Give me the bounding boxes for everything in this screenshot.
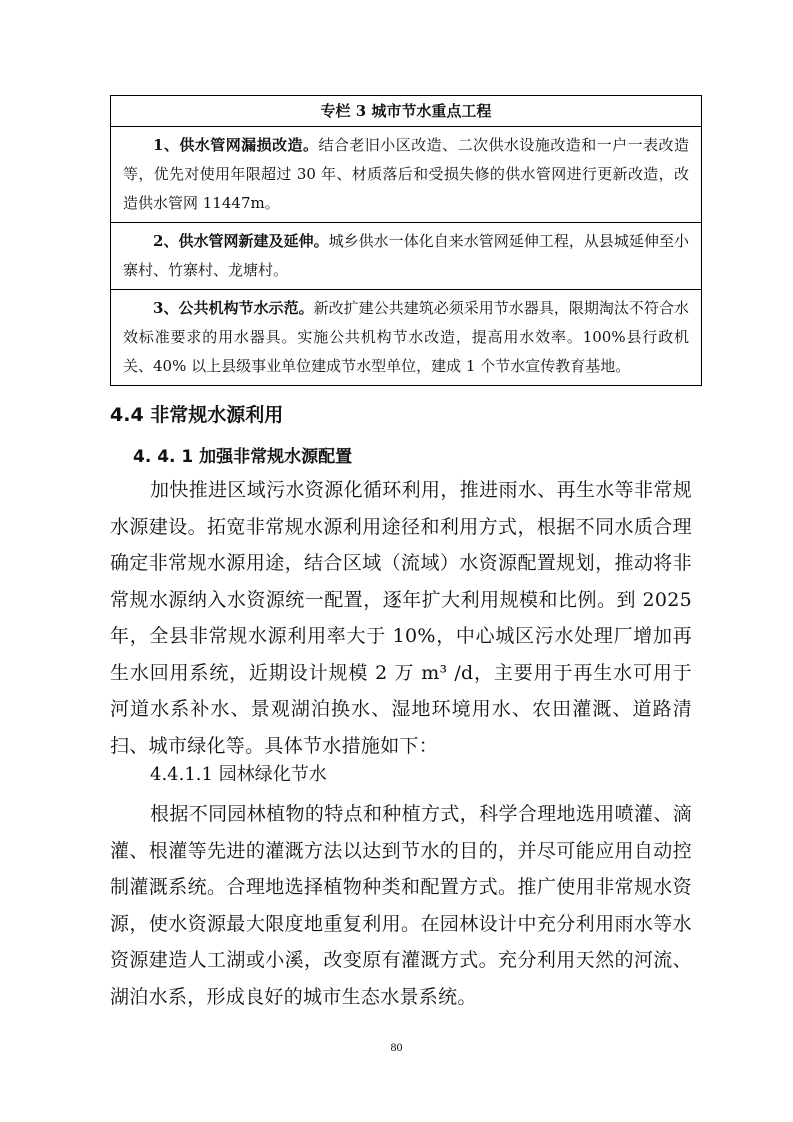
paragraph-1	[110, 472, 692, 764]
feature-item-3-lead: 3、公共机构节水示范。	[153, 299, 314, 317]
feature-item-3	[111, 289, 701, 385]
feature-item-2	[111, 222, 701, 289]
section-heading: 4.4 非常规水源利用	[110, 404, 284, 426]
feature-item-2-text: 城乡供水一体化自来水管网延伸工程，从县城延伸至小寨村、竹寨村、龙塘村。	[123, 232, 689, 279]
page-number: 80	[390, 1040, 403, 1054]
feature-item-1-lead: 1、供水管网漏损改造。	[153, 136, 319, 154]
paragraph-2-text: 根据不同园林植物的特点和种植方式，科学合理地选用喷灌、滴灌、根灌等先进的灌溉方法以达到节水的目的，并尽可能应用自动控制灌溉系统。合理地选择植物种类和配置方式。推广使用非常规水资源，使水资源最大限度地重复利用。在园林设计中充分利用雨水等水资源建造人工湖或小溪，改变原有灌溉方式。充分利用天然的河流、湖泊水系，形成良好的城市生态水景系统。	[110, 803, 692, 1008]
feature-item-3-text: 新改扩建公共建筑必须采用节水器具，限期淘汰不符合水效标准要求的用水器具。实施公共机构节水改造，提高用水效率。100%县行政机关、40% 以上县级事业单位建成节水型单位，建成 1 个节水宣传教育基地。	[123, 299, 689, 375]
feature-item-2-lead: 2、供水管网新建及延伸。	[153, 232, 329, 250]
feature-box-title: 专栏 3 城市节水重点工程	[320, 102, 492, 120]
paragraph-2	[110, 796, 692, 1015]
subsection-heading: 4. 4. 1 加强非常规水源配置	[133, 447, 353, 467]
feature-item-1-text: 结合老旧小区改造、二次供水设施改造和一户一表改造等，优先对使用年限超过 30 年、材质落后和受损失修的供水管网进行更新改造，改造供水管网 11447m。	[123, 136, 689, 212]
feature-item-1	[111, 126, 701, 222]
sub-subsection-heading: 4.4.1.1 园林绿化节水	[150, 764, 327, 785]
paragraph-1-text: 加快推进区域污水资源化循环利用，推进雨水、再生水等非常规水源建设。拓宽非常规水源利用途径和利用方式，根据不同水质合理确定非常规水源用途，结合区域（流域）水资源配置规划，推动将非常规水源纳入水资源统一配置，逐年扩大利用规模和比例。到 2025 年，全县非常规水源利用率大于 10%，中心城区污水处理厂增加再生水回用系统，近期设计规模 2 万 m³ /d，主要用于再生水可用于河道水系补水、景观湖泊换水、湿地环境用水、农田灌溉、道路清扫、城市绿化等。具体节水措施如下：	[110, 479, 692, 757]
feature-box	[110, 95, 702, 386]
